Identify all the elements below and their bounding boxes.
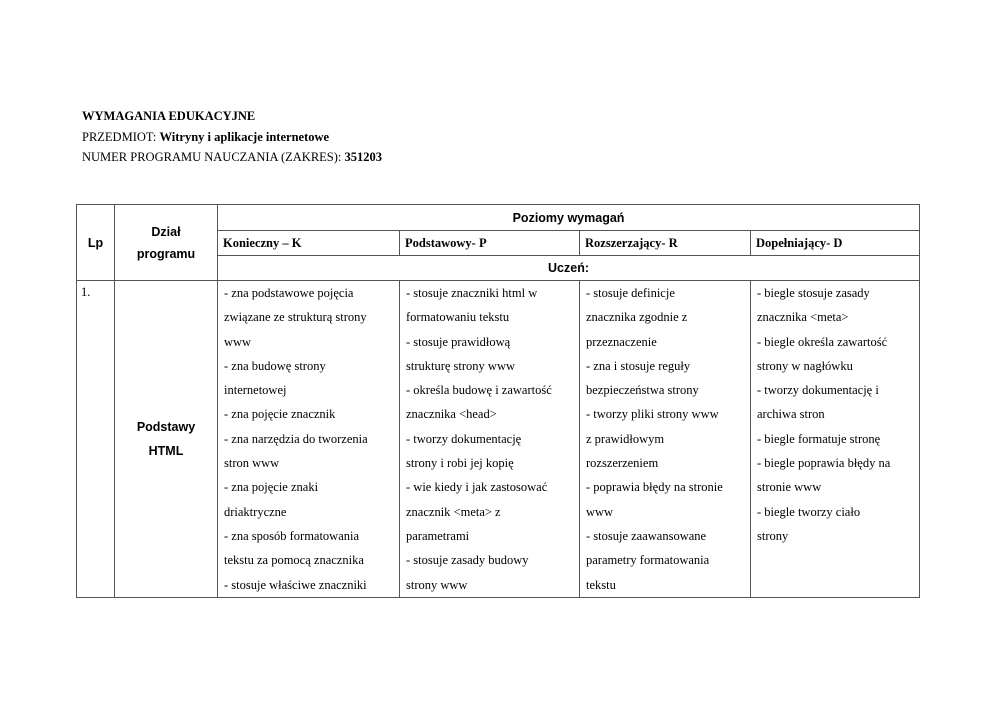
requirement-line: - zna sposób formatowania [224, 528, 360, 543]
requirement-line: - zna podstawowe pojęcia [224, 286, 354, 300]
requirement-line: - poprawia błędy na stronie [586, 480, 723, 495]
requirement-line: - tworzy dokumentację i [757, 383, 879, 398]
requirement-line: strukturę strony www [406, 358, 516, 373]
requirement-line: strony www [406, 577, 468, 592]
requirement-line: driaktryczne [224, 504, 287, 519]
lp-header: Lp [77, 205, 115, 281]
row-number: 1. [77, 281, 115, 598]
requirement-line: związane ze strukturą strony [224, 310, 367, 325]
document-header [82, 106, 382, 168]
subject-label: PRZEDMIOT: [82, 129, 160, 144]
requirement-line: parametry formatowania [586, 553, 710, 568]
requirement-line: tekstu za pomocą znacznika [224, 553, 364, 568]
requirement-line: - zna pojęcie znaki [224, 480, 319, 495]
subject-value: Witryny i aplikacje internetowe [159, 129, 330, 144]
requirement-line: przeznaczenie [586, 334, 657, 349]
requirement-line: - zna i stosuje reguły [586, 358, 691, 373]
level-header-p: Podstawowy- P [400, 231, 580, 256]
requirement-line: - stosuje znaczniki html w [406, 286, 538, 300]
requirement-line: - stosuje prawidłową [406, 334, 511, 349]
requirements-p [400, 281, 580, 598]
requirement-line: - określa budowę i zawartość [406, 383, 552, 398]
requirement-line: znacznika zgodnie z [586, 310, 688, 325]
requirement-line: archiwa stron [757, 407, 825, 422]
requirement-line: znacznik <meta> z [406, 504, 501, 519]
requirement-line: - biegle formatuje stronę [757, 431, 881, 446]
program-label: NUMER PROGRAMU NAUCZANIA (ZAKRES): [82, 150, 345, 164]
requirement-line: - biegle określa zawartość [757, 334, 888, 349]
requirement-line: parametrami [406, 528, 470, 543]
requirements-k [218, 281, 400, 598]
requirement-line: - tworzy pliki strony www [586, 407, 719, 422]
table-row [77, 281, 920, 598]
requirement-line: www [586, 504, 614, 519]
requirement-line: - zna pojęcie znacznik [224, 407, 336, 422]
requirement-line: - biegle poprawia błędy na [757, 456, 891, 471]
requirement-line: - stosuje zasady budowy [406, 553, 529, 568]
requirement-line: z prawidłowym [586, 431, 665, 446]
requirement-line: formatowaniu tekstu [406, 310, 510, 325]
requirement-line: - zna narzędzia do tworzenia [224, 431, 368, 446]
requirement-line: - wie kiedy i jak zastosować [406, 480, 548, 495]
program-value: 351203 [344, 150, 383, 164]
section-name-line1: Podstawy [136, 419, 196, 434]
requirement-line: bezpieczeństwa strony [586, 383, 699, 398]
requirement-line: - biegle stosuje zasady [757, 286, 870, 300]
requirements-table [76, 204, 920, 598]
document-title: WYMAGANIA EDUKACYJNE [82, 109, 256, 123]
section-name-line2: HTML [148, 443, 184, 458]
requirement-line: znacznika <head> [406, 407, 497, 422]
student-header: Uczeń: [218, 256, 920, 281]
requirement-line: - stosuje zaawansowane [586, 528, 707, 543]
requirement-line: strony i robi jej kopię [406, 456, 514, 471]
dzial-header [115, 205, 218, 281]
requirements-r [580, 281, 751, 598]
requirement-line: znacznika <meta> [757, 310, 849, 325]
requirement-line: strony w nagłówku [757, 358, 853, 373]
requirement-line: - stosuje właściwe znaczniki [224, 577, 367, 592]
requirement-line: - stosuje definicje [586, 286, 675, 300]
level-header-d: Dopełniający- D [751, 231, 920, 256]
requirement-line: - tworzy dokumentację [406, 431, 522, 446]
requirement-line: stronie www [757, 480, 822, 495]
requirement-line: stron www [224, 456, 280, 471]
level-header-k: Konieczny – K [218, 231, 400, 256]
dzial-header-line1: Dział [151, 224, 181, 239]
level-header-r: Rozszerzający- R [580, 231, 751, 256]
requirement-line: tekstu [586, 577, 616, 592]
requirement-line: rozszerzeniem [586, 456, 659, 471]
requirements-d [751, 281, 920, 598]
program-line [82, 147, 382, 168]
section-name [115, 281, 218, 598]
subject-line [82, 127, 382, 148]
requirement-line: internetowej [224, 383, 287, 398]
requirement-line: www [224, 334, 252, 349]
levels-header: Poziomy wymagań [218, 205, 920, 231]
requirement-line: strony [757, 528, 789, 543]
requirement-line: - zna budowę strony [224, 358, 326, 373]
requirement-line: - biegle tworzy ciało [757, 504, 861, 519]
dzial-header-line2: programu [136, 246, 196, 261]
